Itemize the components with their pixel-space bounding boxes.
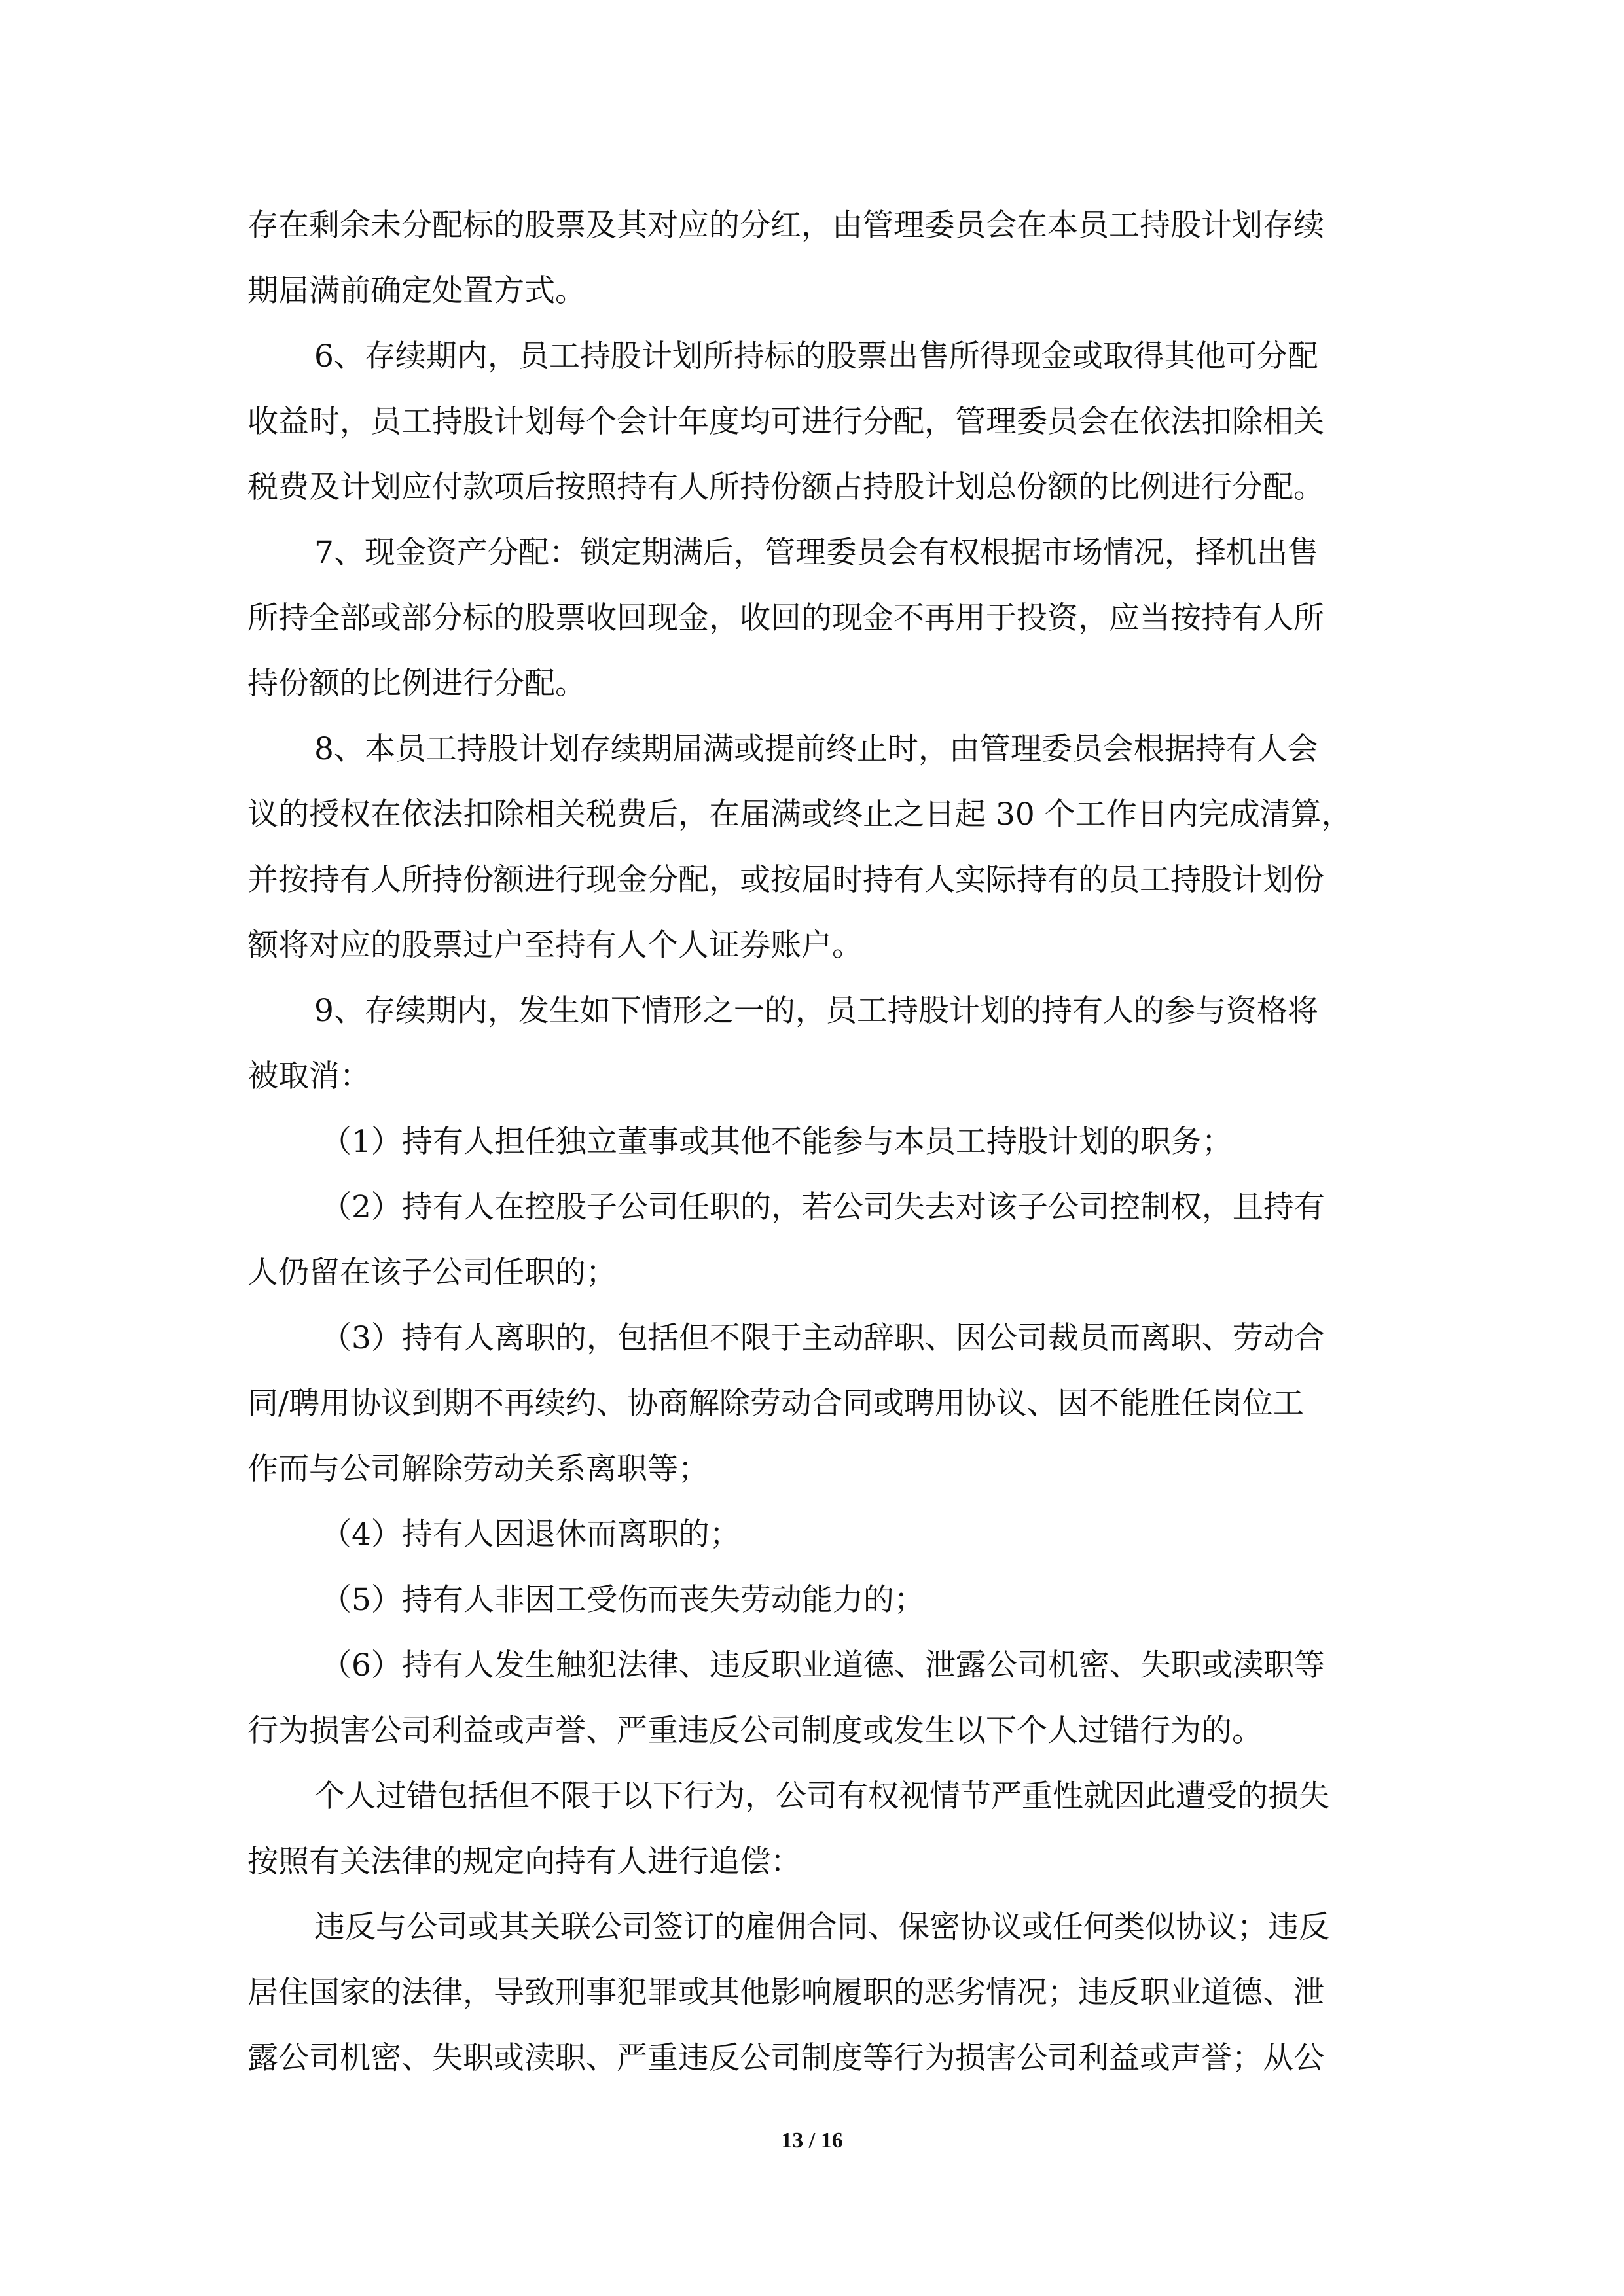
text-line: （5）持有人非因工受伤而丧失劳动能力的； — [321, 1582, 925, 1618]
text-line: 作而与公司解除劳动关系离职等； — [247, 1451, 709, 1487]
text-line: 6、存续期内，员工持股计划所持标的股票出售所得现金或取得其他可分配 — [314, 338, 1318, 374]
text-line: 8、本员工持股计划存续期届满或提前终止时，由管理委员会根据持有人会 — [314, 731, 1318, 767]
text-line: （6）持有人发生触犯法律、违反职业道德、泄露公司机密、失职或渎职等 — [321, 1647, 1325, 1683]
text-line: 议的授权在依法扣除相关税费后，在届满或终止之日起 30 个工作日内完成清算， — [247, 797, 1352, 833]
text-line: 期届满前确定处置方式。 — [247, 273, 586, 309]
text-line: （1）持有人担任独立董事或其他不能参与本员工持股计划的职务； — [321, 1124, 1233, 1160]
text-line: 收益时，员工持股计划每个会计年度均可进行分配，管理委员会在依法扣除相关 — [247, 404, 1324, 440]
text-line: 存在剩余未分配标的股票及其对应的分红，由管理委员会在本员工持股计划存续 — [247, 207, 1324, 243]
text-line: 并按持有人所持份额进行现金分配，或按届时持有人实际持有的员工持股计划份 — [247, 862, 1324, 898]
text-line: 人仍留在该子公司任职的； — [247, 1255, 617, 1291]
text-line: 违反与公司或其关联公司签订的雇佣合同、保密协议或任何类似协议；违反 — [314, 1909, 1329, 1945]
text-line: （3）持有人离职的，包括但不限于主动辞职、因公司裁员而离职、劳动合 — [321, 1320, 1325, 1356]
text-line: 持份额的比例进行分配。 — [247, 666, 586, 702]
text-line: 个人过错包括但不限于以下行为，公司有权视情节严重性就因此遭受的损失 — [314, 1778, 1329, 1814]
text-line: （4）持有人因退休而离职的； — [321, 1516, 740, 1552]
text-line: 行为损害公司利益或声誉、严重违反公司制度或发生以下个人过错行为的。 — [247, 1713, 1263, 1749]
text-line: 按照有关法律的规定向持有人进行追偿： — [247, 1844, 801, 1880]
text-line: 额将对应的股票过户至持有人个人证券账户。 — [247, 927, 863, 963]
text-line: 被取消： — [247, 1058, 370, 1094]
page-number: 13 / 16 — [781, 2128, 843, 2153]
text-line: （2）持有人在控股子公司任职的，若公司失去对该子公司控制权，且持有 — [321, 1189, 1325, 1225]
text-line: 税费及计划应付款项后按照持有人所持份额占持股计划总份额的比例进行分配。 — [247, 469, 1324, 505]
text-line: 同/聘用协议到期不再续约、协商解除劳动合同或聘用协议、因不能胜任岗位工 — [247, 1386, 1304, 1422]
text-line: 7、现金资产分配：锁定期满后，管理委员会有权根据市场情况，择机出售 — [314, 535, 1318, 571]
text-line: 居住国家的法律，导致刑事犯罪或其他影响履职的恶劣情况；违反职业道德、泄 — [247, 1975, 1324, 2011]
text-line: 9、存续期内，发生如下情形之一的，员工持股计划的持有人的参与资格将 — [314, 993, 1318, 1029]
text-line: 露公司机密、失职或渎职、严重违反公司制度等行为损害公司利益或声誉；从公 — [247, 2040, 1324, 2076]
text-line: 所持全部或部分标的股票收回现金，收回的现金不再用于投资，应当按持有人所 — [247, 600, 1324, 636]
